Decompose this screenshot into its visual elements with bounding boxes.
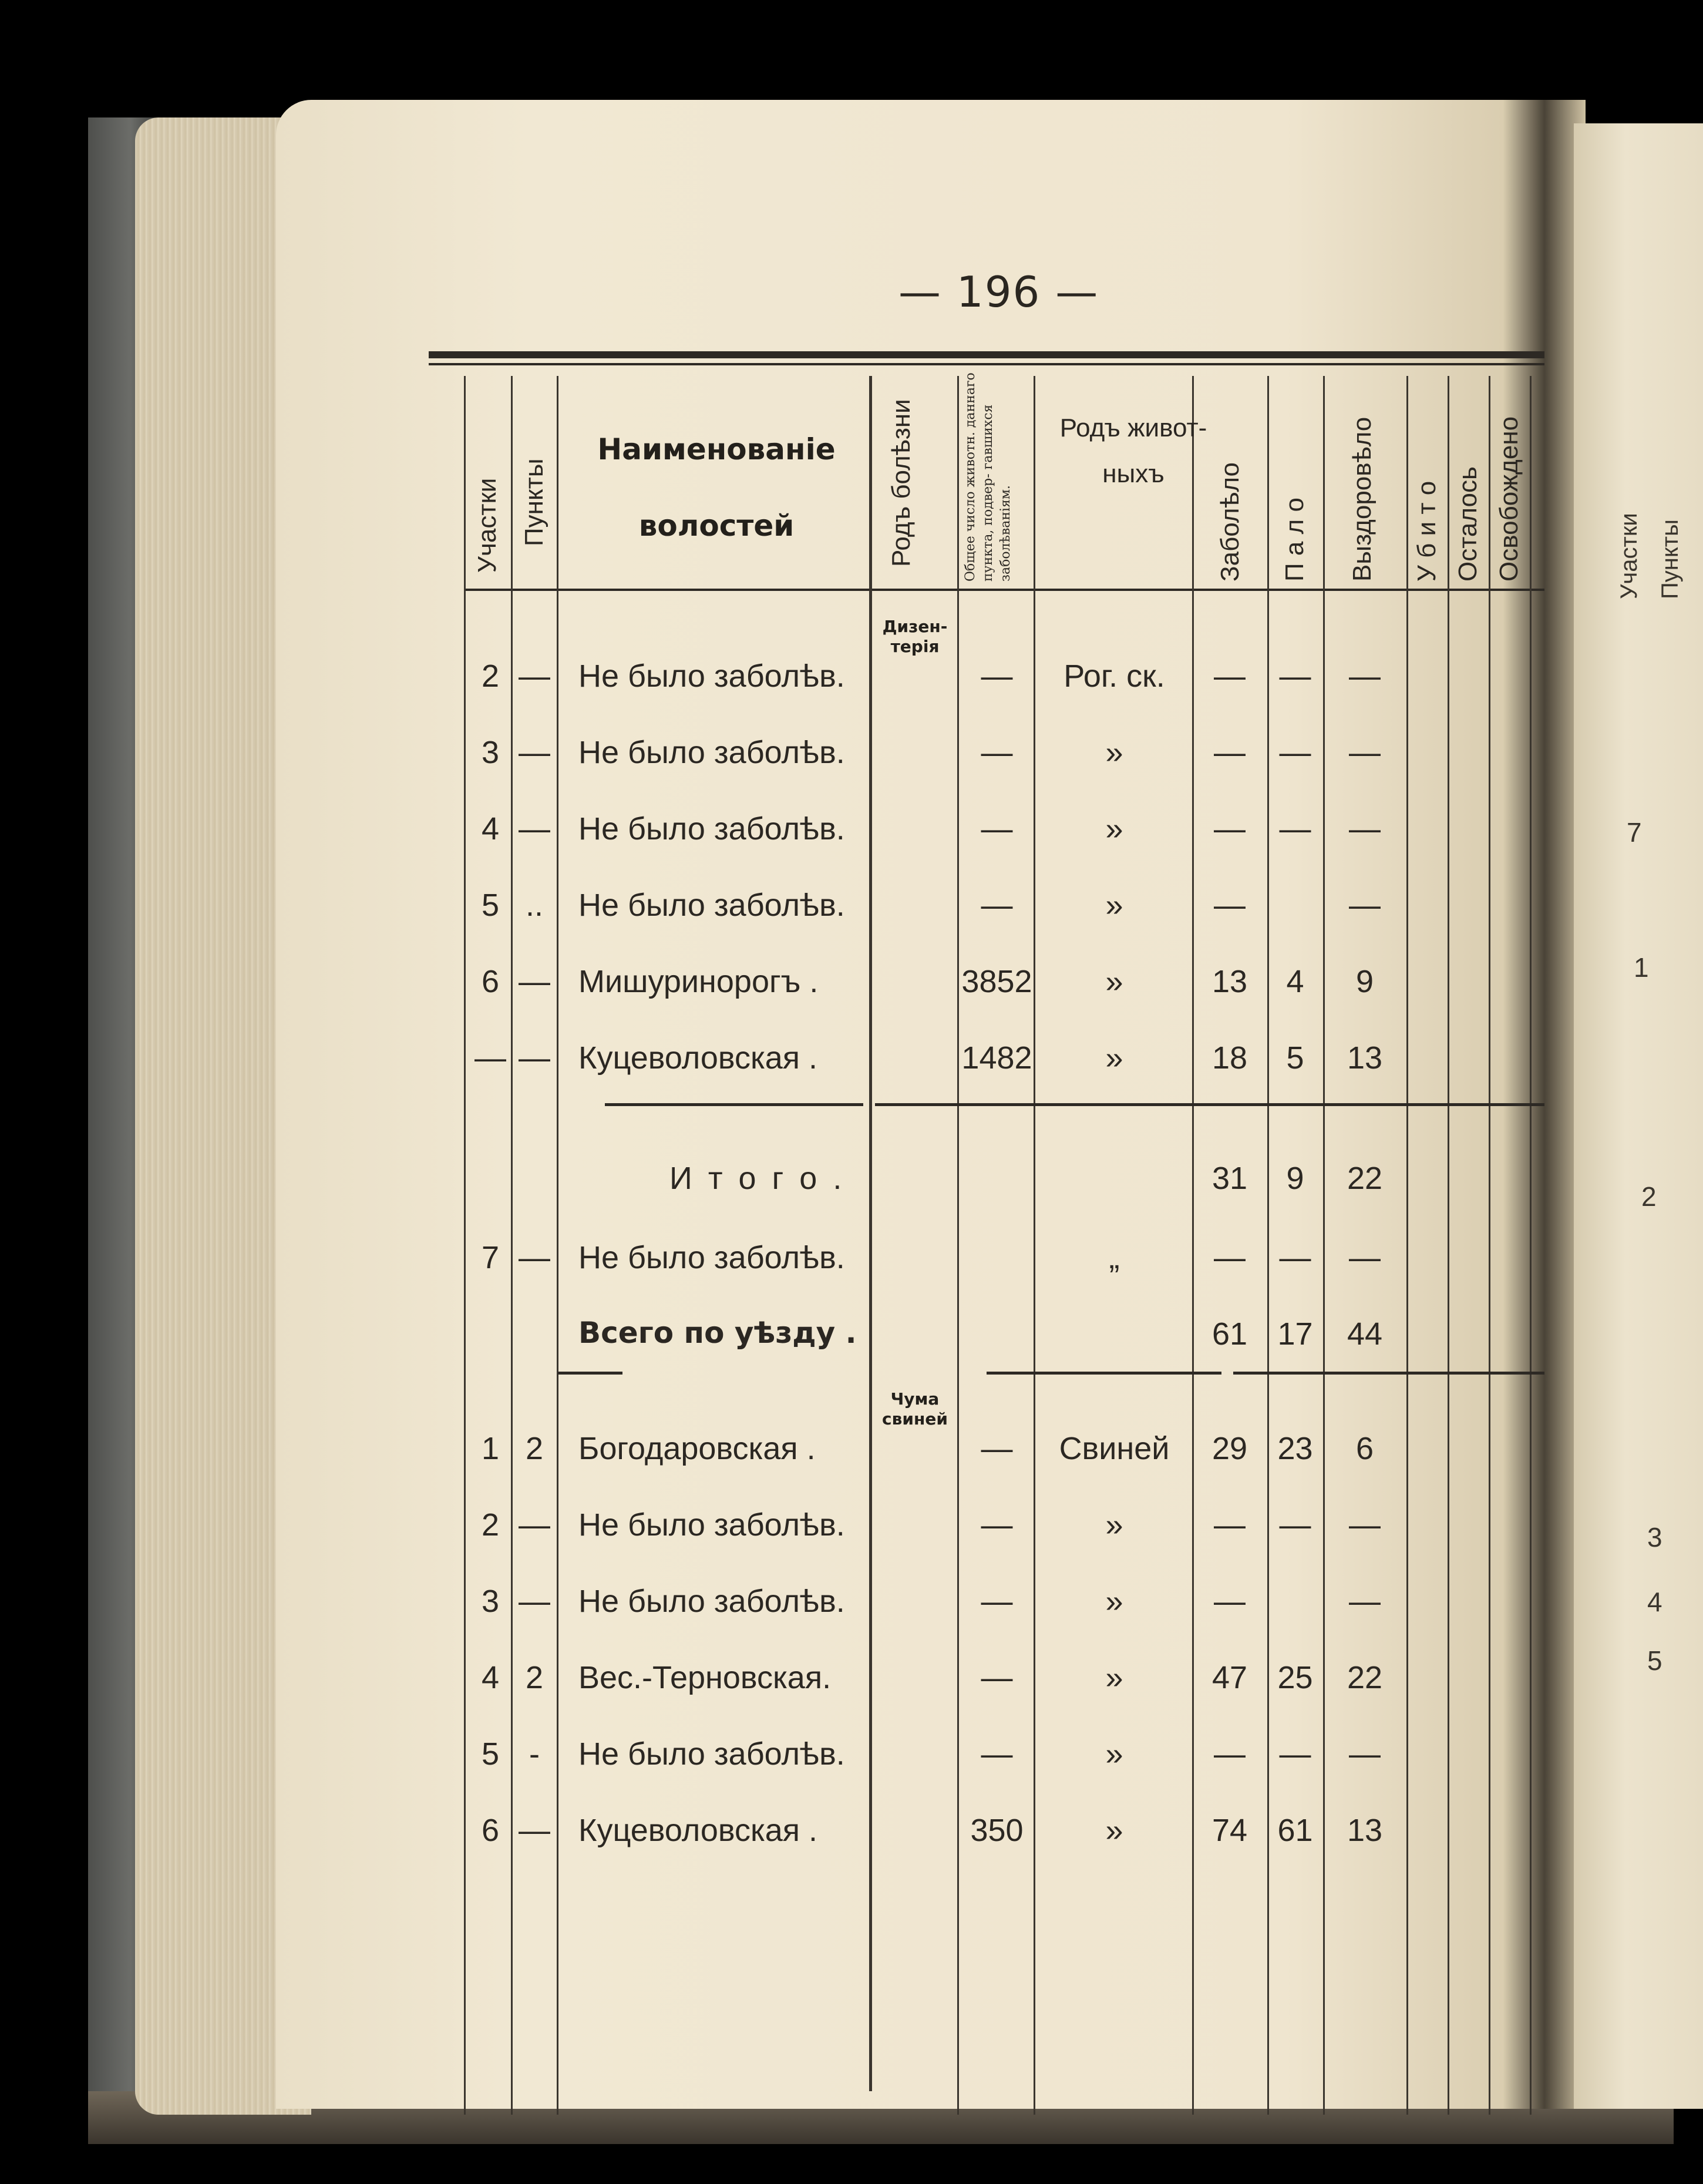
subtotal-line [875, 1103, 1544, 1106]
grid-line [1034, 376, 1035, 2115]
cell-ill: 18 [1211, 1040, 1248, 1076]
cell-section: 5 [481, 888, 500, 923]
cell-point: — [519, 1240, 550, 1275]
cell-point: — [519, 1584, 550, 1619]
section-divider [1233, 1372, 1544, 1375]
grid-line [957, 376, 959, 2115]
header-released: Освобождено [1495, 416, 1523, 582]
cell-section: 2 [481, 658, 500, 694]
right-page [1574, 123, 1703, 2109]
cell-ill: — [1214, 1507, 1246, 1543]
cell-died: 4 [1286, 964, 1304, 999]
cell-recovered: 44 [1347, 1316, 1383, 1352]
cell-total: — [981, 658, 1013, 694]
cell-point: .. [525, 888, 543, 923]
cell-animal: » [1105, 811, 1123, 846]
cell-animal: » [1105, 1040, 1123, 1076]
grid-line [511, 376, 513, 2115]
header-points: Пункты [520, 458, 548, 546]
cell-died: — [1279, 1736, 1311, 1772]
header-animal-kind: Родъ живот- ныхъ [1059, 414, 1207, 488]
grid-line [1489, 376, 1490, 2115]
cell-total: — [981, 735, 1013, 770]
cell-died: 23 [1277, 1431, 1313, 1466]
cell-animal: Свиней [1059, 1431, 1170, 1466]
cell-recovered: — [1349, 811, 1381, 846]
cell-animal: „ [1109, 1240, 1120, 1275]
cell-name: И т о г о . [669, 1161, 846, 1196]
cell-section: 3 [481, 1584, 500, 1619]
cell-name: Всего по уѣзду . [578, 1316, 857, 1350]
cell-ill: — [1214, 658, 1246, 694]
header-recovered: Выздоровѣло [1348, 416, 1376, 582]
cell-ill: 61 [1211, 1316, 1248, 1352]
cell-point: — [519, 1040, 550, 1076]
cell-total: — [981, 1736, 1013, 1772]
cell-name: Куцеволовская . [578, 1813, 818, 1848]
cell-point: — [519, 811, 550, 846]
cell-died: 17 [1277, 1316, 1313, 1352]
cell-point: — [519, 1507, 550, 1543]
header-fell-ill: Заболѣло [1216, 462, 1244, 582]
cell-animal: » [1105, 964, 1123, 999]
cell-section: 7 [481, 1240, 500, 1275]
cell-section: 3 [481, 735, 500, 770]
cell-ill: 29 [1211, 1431, 1248, 1466]
cell-animal: » [1105, 1584, 1123, 1619]
cell-ill: — [1214, 1736, 1246, 1772]
cell-total: — [981, 1507, 1013, 1543]
cell-point: — [519, 658, 550, 694]
right-page-number: 2 [1641, 1181, 1657, 1212]
cell-name: Не было заболѣв. [578, 1240, 845, 1275]
grid-line [1406, 376, 1408, 2115]
cell-animal: » [1105, 1736, 1123, 1772]
header-name: Наименованіе волостей [597, 432, 836, 543]
cell-section: 4 [481, 1660, 500, 1695]
cell-recovered: 13 [1347, 1813, 1383, 1848]
cell-section: 4 [481, 811, 500, 846]
cell-point: — [519, 964, 550, 999]
cell-ill: — [1214, 1240, 1246, 1275]
right-header-points: Пункты [1657, 519, 1683, 599]
cell-animal: » [1105, 735, 1123, 770]
header-sections: Участки [473, 478, 502, 573]
cell-ill: — [1214, 735, 1246, 770]
cell-died: 25 [1277, 1660, 1313, 1695]
cell-name: Не было заболѣв. [578, 1507, 845, 1543]
cell-recovered: 22 [1347, 1660, 1383, 1695]
cell-ill: 31 [1211, 1161, 1248, 1196]
cell-section: 2 [481, 1507, 500, 1543]
right-page-number: 4 [1647, 1587, 1662, 1617]
cell-name: Не было заболѣв. [578, 1584, 845, 1619]
cell-recovered: — [1349, 1584, 1381, 1619]
cell-total: — [981, 888, 1013, 923]
right-header-sections: Участки [1616, 513, 1642, 599]
top-rule-thin [429, 363, 1544, 365]
cell-recovered: — [1349, 658, 1381, 694]
cell-total: — [981, 1431, 1013, 1466]
page-number: — 196 — [898, 267, 1099, 317]
cell-died: 61 [1277, 1813, 1313, 1848]
header-divider [464, 589, 1544, 591]
cell-animal: » [1105, 1660, 1123, 1695]
cell-recovered: 13 [1347, 1040, 1383, 1076]
cell-point: — [519, 735, 550, 770]
cell-recovered: — [1349, 888, 1381, 923]
cell-point: — [519, 1813, 550, 1848]
cell-animal: » [1105, 888, 1123, 923]
cell-name: Не было заболѣв. [578, 811, 845, 846]
cell-name: Не было заболѣв. [578, 658, 845, 694]
cell-section: 6 [481, 1813, 500, 1848]
cell-recovered: 22 [1347, 1161, 1383, 1196]
cell-died: — [1279, 1507, 1311, 1543]
disease-dysentery: Дизен- терія [882, 617, 948, 656]
cell-ill: — [1214, 888, 1246, 923]
header-total-animals: Общее число животн. даннаго пункта, подвер- гавшихся заболѣваніям. [963, 372, 1013, 582]
header-killed: У б и т о [1412, 481, 1441, 582]
cell-name: Не было заболѣв. [578, 888, 845, 923]
cell-section: 1 [481, 1431, 500, 1466]
right-page-number: 3 [1647, 1522, 1662, 1553]
cell-name: Вес.-Терновская. [578, 1660, 832, 1695]
cell-total: 350 [970, 1813, 1024, 1848]
cell-name: Не было заболѣв. [578, 735, 845, 770]
cell-animal: » [1105, 1507, 1123, 1543]
subtotal-line [605, 1103, 863, 1106]
grid-line [557, 376, 558, 2115]
grid-line [1530, 376, 1532, 2115]
cell-died: 9 [1286, 1161, 1304, 1196]
cell-recovered: — [1349, 735, 1381, 770]
cell-died: 5 [1286, 1040, 1304, 1076]
cell-recovered: 6 [1355, 1431, 1374, 1466]
cell-ill: 74 [1211, 1813, 1248, 1848]
right-page-number: 7 [1627, 817, 1642, 848]
header-disease: Родъ болѣзни [887, 399, 916, 567]
cell-name: Мишуринорогъ . [578, 964, 819, 999]
cell-ill: — [1214, 811, 1246, 846]
grid-line [1448, 376, 1449, 2115]
cell-name: Богодаровская . [578, 1431, 816, 1466]
cell-point: - [529, 1736, 540, 1772]
section-divider [558, 1372, 622, 1375]
cell-total: 1482 [961, 1040, 1032, 1076]
cell-recovered: — [1349, 1736, 1381, 1772]
cell-section: — [474, 1040, 506, 1076]
cell-section: 6 [481, 964, 500, 999]
cell-point: 2 [525, 1431, 544, 1466]
right-page-number: 1 [1634, 952, 1649, 983]
cell-name: Не было заболѣв. [578, 1736, 845, 1772]
right-page-number: 5 [1647, 1645, 1662, 1676]
cell-died: — [1279, 1240, 1311, 1275]
cell-died: — [1279, 811, 1311, 846]
cell-died: — [1279, 735, 1311, 770]
disease-swine-plague: Чума свиней [882, 1389, 948, 1429]
cell-animal: » [1105, 1813, 1123, 1848]
cell-point: 2 [525, 1660, 544, 1695]
cell-ill: — [1214, 1584, 1246, 1619]
cell-animal: Рог. ск. [1063, 658, 1165, 694]
cell-died: — [1279, 658, 1311, 694]
cell-ill: 47 [1211, 1660, 1248, 1695]
cell-total: 3852 [961, 964, 1032, 999]
cell-section: 5 [481, 1736, 500, 1772]
cell-total: — [981, 811, 1013, 846]
cell-total: — [981, 1660, 1013, 1695]
cell-recovered: — [1349, 1507, 1381, 1543]
section-divider [987, 1372, 1221, 1375]
cell-name: Куцеволовская . [578, 1040, 818, 1076]
grid-line [464, 376, 466, 2115]
cell-recovered: — [1349, 1240, 1381, 1275]
cell-recovered: 9 [1355, 964, 1374, 999]
header-remained: Осталось [1453, 466, 1482, 582]
top-rule-thick [429, 351, 1544, 358]
header-died: П а л о [1280, 498, 1309, 582]
cell-ill: 13 [1211, 964, 1248, 999]
cell-total: — [981, 1584, 1013, 1619]
